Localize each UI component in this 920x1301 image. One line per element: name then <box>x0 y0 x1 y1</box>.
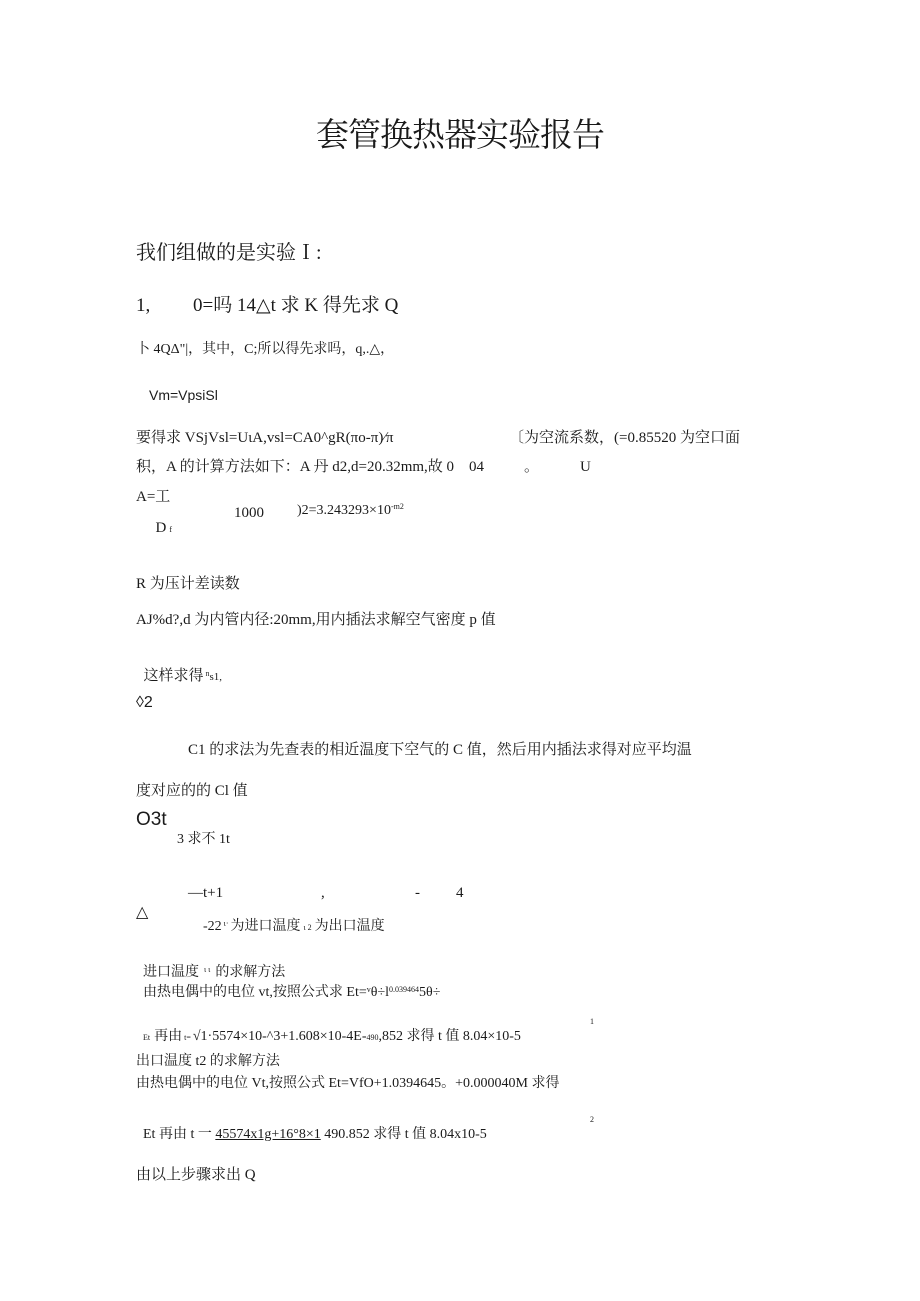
section-diamond-2: ◊2 <box>136 694 153 711</box>
inlet-formula-a: 由热电偶中的电位 vt,按照公式求 Et= <box>143 985 367 1000</box>
et2-formula <box>136 1114 487 1142</box>
fraction-dash: - <box>415 885 420 901</box>
area-method-line: 积，A 的计算方法如下：A 丹 d2,d=20.32mm,故 0 04 <box>136 459 485 475</box>
aj-description: AJ%d?,d 为内管内径:20mm,用内插法求解空气密度 p 值 <box>136 612 496 628</box>
vs-formula-left: 要得求 VSjVsl=UιA,vsl=CA0^gR(πo-π)∕π <box>136 430 394 446</box>
delta-temperature-line <box>196 906 385 934</box>
area-value: )2=3.243293×10 <box>297 503 391 518</box>
area-d-sub: f <box>169 525 173 534</box>
outlet-title: 出口温度 t2 的求解方法 <box>136 1054 280 1069</box>
area-d: D <box>155 520 167 536</box>
et1-subscript: 490 <box>366 1033 379 1042</box>
delta-inlet-label: 为进口温度 <box>230 919 301 934</box>
fraction-4: 4 <box>456 885 464 901</box>
et2-prefix: Et 再由 t 一 <box>143 1127 212 1142</box>
result-tail: s1, <box>209 671 223 683</box>
area-denominator: 1000 <box>234 505 264 521</box>
et1-formula <box>136 1016 521 1044</box>
delta-triangle: △ <box>136 904 149 921</box>
inlet-formula-tail: 5θ÷ <box>419 985 441 1000</box>
c1-method-line: C1 的求法为先查表的相近温度下空气的 C 值，然后用内插法求得对应平均温 <box>188 742 692 758</box>
intro-text: 我们组做的是实验Ｉ: <box>136 242 322 264</box>
vm-formula: Vm=VpsiSl <box>149 387 218 403</box>
et1-formula-body: √1·5574×10-^3+1.608×10-4E- <box>192 1029 367 1044</box>
area-method-u: U <box>580 459 591 475</box>
et1-prefix: Et <box>143 1033 151 1042</box>
delta-outlet-label: 为出口温度 <box>314 919 385 934</box>
page-title: 套管换热器实验报告 <box>316 115 604 154</box>
inlet-formula <box>136 972 440 1000</box>
area-formula-d <box>148 506 172 536</box>
et2-tail: 490.852 求得 t 值 8.04x10-5 <box>324 1127 487 1142</box>
vs-formula-right: 〔为空流系数，(=0.85520 为空口面 <box>509 430 740 446</box>
fraction-top: —t+1 <box>188 885 224 901</box>
et1-tail: ,852 求得 t 值 8.04×10-5 <box>378 1029 521 1044</box>
q3-line: 3 求不 1t <box>177 832 230 847</box>
inlet-title-b: 的求解方法 <box>215 965 286 980</box>
result-line <box>136 654 222 684</box>
inlet-mark: ι ι <box>204 965 211 974</box>
inlet-title-a: 进口温度 <box>143 965 199 980</box>
delta-value: -22 <box>203 919 222 934</box>
et2-mark: 2 <box>590 1115 594 1124</box>
et2-formula-body: 45574x1g+16°8×1 <box>215 1127 321 1142</box>
et1-mark: 1 <box>590 1017 594 1026</box>
q-formula-line: 卜 4QΔ"|，其中，C;所以得先求吗，q,.△， <box>136 342 395 357</box>
result-text: 这样求得 <box>143 668 204 684</box>
area-exponent: -m2 <box>390 502 404 511</box>
inlet-exponent: 0.039464 <box>389 985 420 994</box>
outlet-formula: 由热电偶中的电位 Vt,按照公式 Et=VfO+1.0394645。+0.000040M 求得 <box>136 1076 560 1091</box>
et1-t: t= <box>184 1033 191 1042</box>
delta-t2-mark: ι 2 <box>303 923 312 932</box>
result-superscript: n <box>205 669 210 678</box>
o3t-heading: O3t <box>136 809 167 830</box>
area-formula-value <box>290 490 404 518</box>
inlet-formula-b: θ÷l <box>370 985 390 1000</box>
area-formula-a: A=工 <box>136 489 171 505</box>
inlet-v-mark: v <box>366 985 371 994</box>
step-1-heading: 1, 0=吗 14△t 求 K 得先求 Q <box>136 295 399 316</box>
r-description: R 为压计差读数 <box>136 576 240 592</box>
area-method-mark: 。 <box>524 459 540 475</box>
final-line: 由以上步骤求出 Q <box>136 1167 256 1183</box>
fraction-comma: , <box>321 885 325 901</box>
et1-main: 再由 <box>154 1029 183 1044</box>
delta-mark: ι· <box>223 919 229 928</box>
c1-method-line-2: 度对应的的 Cl 值 <box>136 783 248 799</box>
